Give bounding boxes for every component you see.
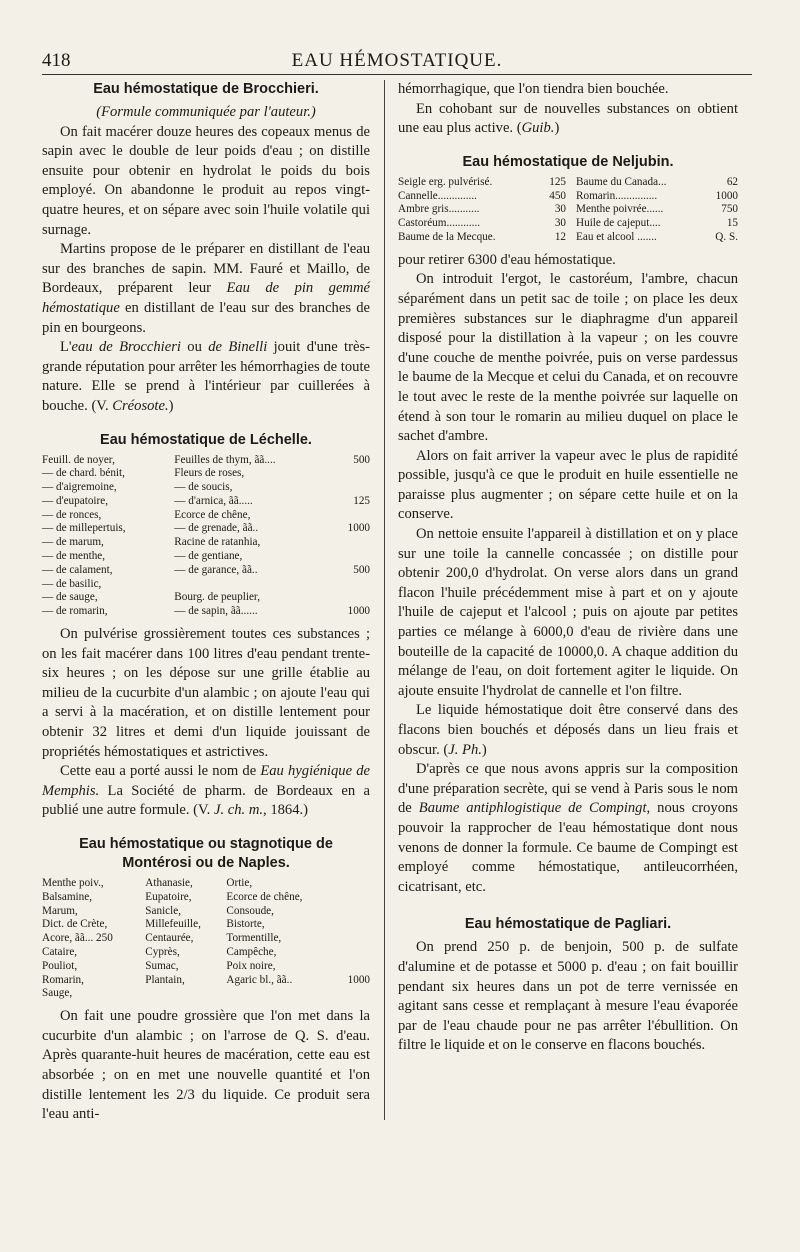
ingredient-cell: Centaurée, — [145, 932, 194, 945]
quantity-cell: 1000 — [347, 522, 370, 535]
ingredient-cell: Bourg. de peuplier, — [174, 591, 261, 604]
quantity-cell — [337, 918, 370, 932]
italic-run: eau de Brocchieri — [71, 339, 181, 356]
ingredients-table-lechelle — [42, 454, 370, 620]
ingredient-cell: — de sapin, ãã...... — [174, 605, 258, 618]
ingredient-cell: Poix noire, — [226, 959, 276, 972]
ingredient-cell: Sumac, — [145, 959, 179, 972]
quantity-cell — [337, 905, 370, 919]
quantity-cell — [335, 509, 370, 523]
ingredient-row — [42, 578, 370, 592]
ingredient-cell: — de millepertuis, — [42, 522, 126, 535]
ingredient-cell: Menthe poivrée...... — [576, 203, 664, 216]
paragraph: On fait une poudre grossière que l'on met dans la cucurbite d'un alambic ; on l'arrose de Q. S. d'eau. Après quarante-huit heures de macération, cette eau est absorbée ; on en met une nouvelle quantité et l'on distille lentement les 2/3 du liquide. Ce produit sera l'eau anti- — [42, 1008, 370, 1123]
ingredient-cell: Balsamine, — [42, 890, 93, 903]
ingredient-cell: Eupatoire, — [145, 890, 192, 903]
quantity-cell — [337, 932, 370, 946]
ingredient-cell: Tormentille, — [226, 932, 282, 945]
ingredient-cell: Acore, ãã... 250 — [42, 932, 113, 945]
section-title-monterosi — [42, 835, 370, 873]
ingredient-cell: — de soucis, — [174, 481, 233, 494]
quantity-cell: 12 — [554, 230, 567, 243]
section-title-pagliari: Eau hémostatique de Pagliari. — [464, 916, 672, 933]
ingredient-row — [42, 891, 370, 905]
paragraph — [398, 701, 738, 760]
italic-run: Baume antiphlogistique de Compingt — [418, 800, 647, 817]
ingredient-cell: — de romarin, — [42, 605, 108, 618]
running-head — [42, 50, 752, 75]
ingredient-row — [42, 987, 370, 1001]
ingredient-cell: Consoude, — [226, 904, 274, 917]
ingredient-row — [42, 605, 370, 619]
ingredient-row — [42, 536, 370, 550]
ingredient-cell: Seigle erg. pulvérisé. — [398, 175, 493, 188]
ingredient-row — [42, 467, 370, 481]
quantity-cell: 125 — [353, 494, 370, 507]
paragraph: On pulvérise grossièrement toutes ces substances ; on les fait macérer dans 100 litres d'eau pendant trente-six heures ; on les dépose sur une grille établie au milieu de la cucurbite d'un alambic ; on ajoute l'eau qui a servi à la macération, et on distille lentement pour obtenir 32 litres et demi d'un liquide jouissant de propriétés hémostatiques et astrictives. — [42, 626, 370, 760]
quantity-cell: 62 — [726, 175, 738, 188]
ingredient-row — [42, 918, 370, 932]
quantity-cell: 500 — [353, 563, 370, 576]
text-run: Le liquide hémostatique doit être conservé dans des flacons bien bouchés et déposés dans un lieu frais et obscur. ( — [398, 702, 738, 758]
ingredient-row — [42, 932, 370, 946]
ingredient-row — [398, 217, 738, 231]
ingredient-cell: — d'arnica, ãã..... — [174, 494, 253, 507]
paragraph: Alors on fait arriver la vapeur avec le plus de rapidité possible, jusqu'à ce que le produit en huile essentielle ne paraisse plus augmenter ; on sépare cette huile et on la conserve. — [398, 447, 738, 523]
ingredient-cell: Sauge, — [42, 987, 73, 1000]
ingredient-cell: Ecorce de chêne, — [226, 890, 303, 903]
section-title-lechelle: Eau hémostatique de Léchelle. — [100, 431, 312, 448]
ingredient-cell: Plantain, — [145, 973, 185, 986]
quantity-cell: 30 — [554, 217, 567, 230]
ingredient-cell: — de grenade, ãã.. — [174, 522, 259, 535]
ingredient-cell: Ecorce de chêne, — [174, 508, 251, 521]
quantity-cell: 450 — [549, 189, 567, 202]
text-run: , 1864.) — [263, 802, 309, 819]
paragraph: On fait macérer douze heures des copeaux menus de sapin avec le double de leur poids d'eau ; on distille ensuite pour obtenir en hydrolat le poids du bois employé. On abandonne le produit au repos vingt-quatre heures, et on sépare avec soin l'huile volatile qui surnage. — [42, 123, 370, 238]
italic-run: J. Ph. — [448, 741, 482, 758]
ingredient-row — [42, 550, 370, 564]
quantity-cell: 1000 — [347, 605, 370, 618]
ingredient-cell: Castoréum............ — [398, 217, 481, 230]
ingredient-cell: Huile de cajeput.... — [576, 217, 661, 230]
ingredient-cell: Millefeuille, — [145, 918, 201, 931]
ingredient-cell: Pouliot, — [42, 959, 78, 972]
quantity-cell — [337, 877, 370, 891]
text-run: D'après ce que nous avons appris sur la composition d'une préparation secrète, qui se vend à Paris sous le nom de — [398, 761, 738, 817]
ingredient-cell: Racine de ratanhia, — [174, 536, 261, 549]
quantity-cell: 1000 — [715, 189, 738, 202]
ingredient-row — [42, 591, 370, 605]
ingredient-cell: Romarin............... — [576, 189, 658, 202]
italic-run: Créosote. — [112, 397, 169, 414]
ingredient-cell: Cataire, — [42, 945, 78, 958]
text-run: En cohobant sur de nouvelles substances on obtient une eau plus active. ( — [398, 100, 738, 137]
ingredient-cell: — d'eupatoire, — [42, 494, 109, 507]
ingredient-cell: — d'aigremoine, — [42, 481, 117, 494]
ingredient-cell: Menthe poiv., — [42, 877, 104, 889]
quantity-cell: 30 — [554, 203, 567, 216]
ingredient-cell: Eau et alcool ....... — [576, 230, 657, 243]
ingredient-cell: Cannelle.............. — [398, 189, 477, 202]
ingredient-cell: Cyprès, — [145, 945, 180, 958]
right-column — [398, 80, 738, 1056]
ingredient-cell: — de chard. bénit, — [42, 467, 125, 480]
ingredient-cell: Ambre gris........... — [398, 203, 480, 216]
ingredient-row — [398, 231, 738, 245]
paragraph — [42, 338, 370, 416]
text-run: ) — [554, 120, 560, 137]
ingredient-row — [42, 495, 370, 509]
italic-run: J. ch. m. — [213, 802, 264, 819]
text-run: ou — [180, 339, 209, 356]
quantity-cell: 1000 — [347, 973, 370, 986]
page-number: 418 — [42, 50, 71, 71]
ingredient-row — [42, 877, 370, 891]
italic-run: Eau hygiénique de Memphis. — [42, 763, 370, 799]
quantity-cell: 15 — [726, 217, 738, 230]
paragraph: On introduit l'ergot, le castoréum, l'ambre, chacun séparément dans un petit sac de toile ; on place les deux premières substances sur le diaphragme d'un appareil disposé pour la distillation à la vapeur ; on les couvre d'une couche de menthe poivrée, puis on verse pardessus le baume de la Mecque et celui du Canada, et on recouvre le tout avec le reste de la menthe poivrée sur laquelle on étend à son tour le romarin au milieu duquel on place le sachet d'ambre. — [398, 271, 738, 445]
ingredient-row — [398, 176, 738, 190]
quantity-cell — [335, 578, 370, 592]
quantity-cell — [337, 891, 370, 905]
text-run: ) — [168, 397, 174, 414]
italic-run: Guib. — [521, 120, 555, 137]
quantity-cell — [337, 946, 370, 960]
paragraph — [398, 760, 738, 897]
column-divider — [384, 80, 385, 1120]
ingredient-row — [42, 974, 370, 988]
ingredient-row — [398, 203, 738, 217]
ingredient-row — [42, 960, 370, 974]
quantity-cell: 125 — [549, 175, 567, 188]
ingredient-cell: — de marum, — [42, 536, 104, 549]
ingredient-cell: Athanasie, — [145, 877, 193, 889]
ingredient-cell: Fleurs de roses, — [174, 467, 245, 480]
ingredient-cell: — de ronces, — [42, 508, 102, 521]
ingredient-cell: Feuilles de thym, ãã.... — [174, 453, 276, 466]
ingredient-cell: Dict. de Crète, — [42, 918, 108, 931]
ingredient-row — [42, 522, 370, 536]
ingredient-cell — [174, 578, 334, 592]
paragraph — [398, 100, 738, 139]
ingredient-cell: Romarin, — [42, 973, 84, 986]
text-run: , nous croyons pouvoir la rapprocher de l'eau hémostatique dont nous venons de donner la formule. Ce baume de Compingt est employé comme hémostatique, antileucorrhéen, cicatrisant, etc. — [398, 800, 738, 895]
ingredient-row — [42, 481, 370, 495]
ingredient-cell: Feuill. de noyer, — [42, 453, 115, 466]
ingredient-cell: — de garance, ãã.. — [174, 563, 258, 576]
section-title-brocchieri: Eau hémostatique de Brocchieri. — [93, 81, 319, 97]
ingredients-table-neljubin — [398, 176, 738, 245]
ingredient-cell: Ortie, — [226, 877, 253, 889]
ingredient-row — [42, 509, 370, 523]
ingredient-cell — [145, 987, 226, 1001]
ingredient-row — [42, 454, 370, 468]
ingredient-cell: — de calament, — [42, 563, 113, 576]
ingredient-cell: Sanicle, — [145, 904, 182, 917]
ingredient-cell: — de sauge, — [42, 591, 98, 604]
text-run: Cette eau a porté aussi le nom de — [60, 763, 261, 780]
ingredient-cell: Marum, — [42, 904, 78, 917]
ingredient-row — [398, 190, 738, 204]
italic-run: Eau de pin gemmé hémostatique — [42, 280, 370, 316]
section-title-neljubin: Eau hémostatique de Neljubin. — [462, 153, 674, 170]
quantity-cell: 500 — [353, 453, 370, 466]
paragraph: pour retirer 6300 d'eau hémostatique. — [398, 251, 616, 268]
quantity-cell — [335, 550, 370, 564]
ingredient-cell: Bistorte, — [226, 918, 265, 931]
ingredient-cell — [226, 987, 337, 1001]
ingredient-cell: — de menthe, — [42, 550, 106, 563]
paragraph: On prend 250 p. de benjoin, 500 p. de sulfate d'alumine et de potasse et 5000 p. d'eau ; on fait bouillir pendant six heures dans un pot de terre vernissée en agitant sans cesse et remplaçant à mesure l'eau évaporée par de l'eau chaude pour ne pas arrêter l'ébullition. On filtre le liquide et on le conserve en flacons bouchés. — [398, 939, 738, 1054]
attribution-brocchieri: (Formule communiquée par l'auteur.) — [96, 104, 316, 120]
quantity-cell: Q. S. — [715, 230, 738, 243]
text-run: ) — [481, 741, 487, 758]
quantity-cell — [335, 467, 370, 481]
ingredient-cell: Baume de la Mecque. — [398, 230, 496, 243]
paragraph-continuation: hémorrhagique, que l'on tiendra bien bouchée. — [398, 81, 669, 97]
text-run: L' — [60, 339, 72, 356]
text-run: en distillant de l'eau sur des branches de pin en bourgeons. — [42, 299, 370, 336]
text-run: Martins propose de le préparer en distillant de l'eau sur des branches de sapin. MM. Fauré et Maillo, de Bordeaux, préparent leur — [42, 241, 370, 297]
quantity-cell: 750 — [721, 203, 738, 216]
text-run: jouit d'une très-grande réputation pour arrêter les hémorrhagies de toute nature. Elle se prend à l'intérieur par cuillerées à bouche. (V. — [42, 339, 370, 414]
ingredient-cell: — de basilic, — [42, 577, 102, 590]
quantity-cell — [335, 481, 370, 495]
ingredient-row — [42, 905, 370, 919]
title-line: Eau hémostatique ou stagnotique de — [79, 836, 333, 852]
ingredient-row — [42, 564, 370, 578]
paragraph — [42, 240, 370, 338]
left-column — [42, 80, 370, 1125]
quantity-cell — [337, 960, 370, 974]
italic-run: de Binelli — [208, 339, 268, 356]
ingredient-cell: Baume du Canada... — [576, 175, 667, 188]
paragraph — [42, 762, 370, 821]
quantity-cell — [335, 536, 370, 550]
ingredient-cell: Agaric bl., ãã.. — [226, 973, 293, 986]
ingredients-table-monterosi — [42, 877, 370, 1001]
ingredient-cell: — de gentiane, — [174, 550, 243, 563]
ingredient-row — [42, 946, 370, 960]
paragraph: On nettoie ensuite l'appareil à distillation et on y place sur une toile la cannelle concassée ; on distille pour obtenir 200,0 d'hydrolat. On verse alors dans un grand flacon l'huile précédemment mise à part et on y ajoute l'huile de cajeput et l'alcool ; puis on ajoute par petites parties ce mélange à 6000,0 d'eau de rivière dans une bouteille de la capacité de 10000,0. A chaque addition du mélange de l'eau, on doit fortement agiter le liquide. On ajoute ensuite l'hydrolat de cannelle et l'on filtre. — [398, 526, 738, 699]
quantity-cell — [335, 591, 370, 605]
title-line: Montérosi ou de Naples. — [122, 855, 290, 871]
ingredient-cell: Campêche, — [226, 945, 277, 958]
text-run: La Société de pharm. de Bordeaux en a publié une autre formule. (V. — [42, 782, 370, 819]
quantity-cell — [337, 987, 370, 1001]
running-title: EAU HÉMOSTATIQUE. — [291, 50, 503, 71]
